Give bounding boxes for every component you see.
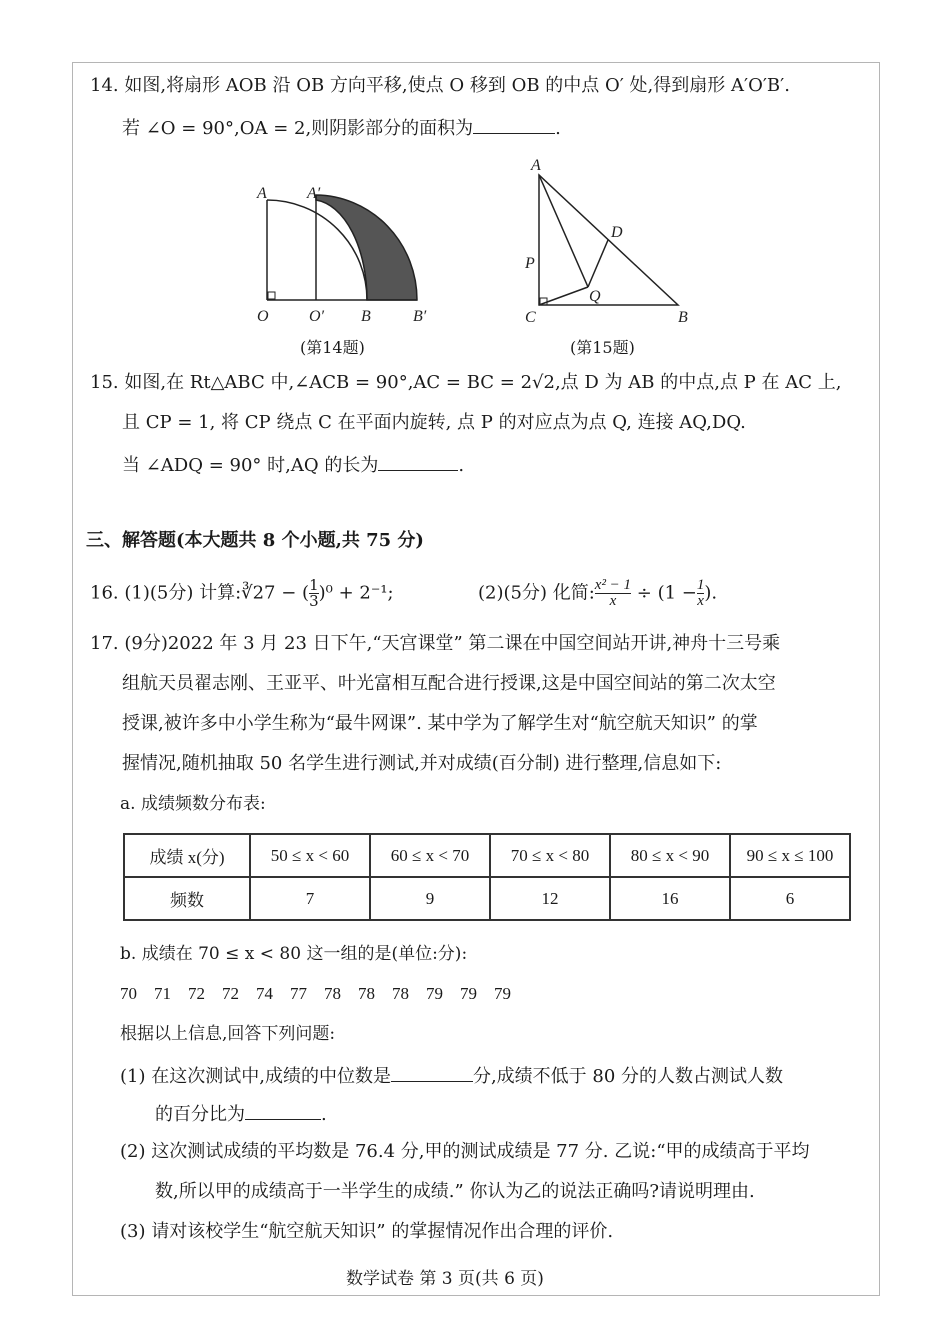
table-header-cell: 50 ≤ x < 60 <box>250 834 370 877</box>
fraction-one-over-x: $\frac{1}{x}$ <box>696 577 705 609</box>
figure-14 <box>245 182 445 332</box>
table-cell: 16 <box>610 877 730 920</box>
table-header-cell: 成绩 x(分) <box>124 834 250 877</box>
label-O-prime: O′ <box>309 308 325 325</box>
label-D: D <box>611 224 623 241</box>
q17-sub3: (3) 请对该校学生“航空航天知识” 的掌握情况作出合理的评价. <box>120 1221 614 1242</box>
table-cell: 7 <box>250 877 370 920</box>
score: 78 <box>392 984 409 1003</box>
table-header-cell: 70 ≤ x < 80 <box>490 834 610 877</box>
page-footer: 数学试卷 第 3 页(共 6 页) <box>346 1269 544 1289</box>
score: 71 <box>154 984 171 1003</box>
score: 79 <box>494 984 511 1003</box>
score: 79 <box>426 984 443 1003</box>
table-row <box>124 877 850 920</box>
table-cell: 9 <box>370 877 490 920</box>
table-header-cell: 80 ≤ x < 90 <box>610 834 730 877</box>
q17-b-label: b. 成绩在 70 ≤ x < 80 这一组的是(单位:分): <box>120 944 468 964</box>
fraction-x2-minus-1-over-x: $\frac{\text{x² − 1}}{x}$ <box>594 577 632 609</box>
score: 77 <box>290 984 307 1003</box>
median-answer-blank[interactable] <box>391 1063 473 1082</box>
label-B: B <box>678 309 688 326</box>
label-P: P <box>525 255 535 272</box>
q17-prompt: 根据以上信息,回答下列问题: <box>120 1024 336 1044</box>
q17-line2: 组航天员翟志刚、王亚平、叶光富相互配合进行授课,这是中国空间站的第二次太空 <box>122 673 776 694</box>
table-header-row <box>124 834 850 877</box>
score: 78 <box>324 984 341 1003</box>
q14-answer-blank[interactable] <box>473 115 555 134</box>
segment-AQ <box>539 175 588 287</box>
label-A-prime: A′ <box>307 185 321 202</box>
q17-line3: 授课,被许多中小学生称为“最牛网课”. 某中学为了解学生对“航空航天知识” 的掌 <box>122 713 758 734</box>
score: 70 <box>120 984 137 1003</box>
section-3-title: 三、解答题(本大题共 8 个小题,共 75 分) <box>86 530 424 551</box>
score: 74 <box>256 984 273 1003</box>
label-Q: Q <box>589 288 601 305</box>
fraction-one-third: $\frac{1}{3}$ <box>309 576 319 610</box>
label-O: O <box>257 308 269 325</box>
q17-sub1-line2: 的百分比为 . <box>155 1101 327 1126</box>
q17-line1: 17. (9分)2022 年 3 月 23 日下午,“天宫课堂” 第二课在中国空间站开讲,神舟十三号乘 <box>90 633 781 654</box>
segment-CQ <box>539 287 588 305</box>
q17-sub2-line2: 数,所以甲的成绩高于一半学生的成绩.” 你认为乙的说法正确吗?请说明理由. <box>155 1181 755 1202</box>
q16-part2: (2)(5分) 化简: $\frac{\text{x² − 1}}{x}$ ÷ (1 − $\frac{1}{x}$ ). <box>478 577 718 609</box>
q16-part1: 16. (1)(5分) 计算:∛27 − ( $\frac{1}{3}$ )⁰ + 2⁻¹; <box>90 576 394 610</box>
q14-line1: 14. 如图,将扇形 AOB 沿 OB 方向平移,使点 O 移到 OB 的中点 O′ 处,得到扇形 A′O′B′. <box>90 75 790 96</box>
fig14-caption: (第14题) <box>300 338 365 357</box>
label-A: A <box>531 157 541 174</box>
q15-answer-blank[interactable] <box>378 452 458 471</box>
q17-sub1-line1: (1) 在这次测试中,成绩的中位数是 分,成绩不低于 80 分的人数占测试人数 <box>120 1063 783 1088</box>
q15-line1: 15. 如图,在 Rt△ABC 中,∠ACB = 90°,AC = BC = 2√2,点 D 为 AB 的中点,点 P 在 AC 上, <box>90 372 842 393</box>
table-header-cell: 60 ≤ x < 70 <box>370 834 490 877</box>
table-cell: 6 <box>730 877 850 920</box>
frequency-table <box>123 833 851 921</box>
q15-line3: 当 ∠ADQ = 90° 时,AQ 的长为 . <box>122 452 464 477</box>
table-header-cell: 90 ≤ x ≤ 100 <box>730 834 850 877</box>
q14-line2: 若 ∠O = 90°,OA = 2,则阴影部分的面积为 . <box>122 115 561 140</box>
percentage-answer-blank[interactable] <box>245 1101 321 1120</box>
q17-b-scores <box>120 983 511 1005</box>
q17-sub2-line1: (2) 这次测试成绩的平均数是 76.4 分,甲的测试成绩是 77 分. 乙说:“甲的成绩高于平均 <box>120 1141 810 1162</box>
segment-DQ <box>588 240 608 287</box>
score: 78 <box>358 984 375 1003</box>
label-B-prime: B′ <box>413 308 427 325</box>
score: 72 <box>222 984 239 1003</box>
table-row-label: 频数 <box>124 877 250 920</box>
score: 72 <box>188 984 205 1003</box>
fig15-caption: (第15题) <box>570 338 635 357</box>
q17-line4: 握情况,随机抽取 50 名学生进行测试,并对成绩(百分制) 进行整理,信息如下: <box>122 753 722 774</box>
label-C: C <box>525 309 536 326</box>
label-A: A <box>257 185 267 202</box>
label-B: B <box>361 308 371 325</box>
table-cell: 12 <box>490 877 610 920</box>
right-angle-mark-O <box>268 292 275 299</box>
q17-a-label: a. 成绩频数分布表: <box>120 794 266 814</box>
figure-15 <box>520 155 705 330</box>
q15-line2: 且 CP = 1, 将 CP 绕点 C 在平面内旋转, 点 P 的对应点为点 Q, 连接 AQ,DQ. <box>122 412 746 433</box>
score: 79 <box>460 984 477 1003</box>
triangle-ABC <box>539 175 678 305</box>
